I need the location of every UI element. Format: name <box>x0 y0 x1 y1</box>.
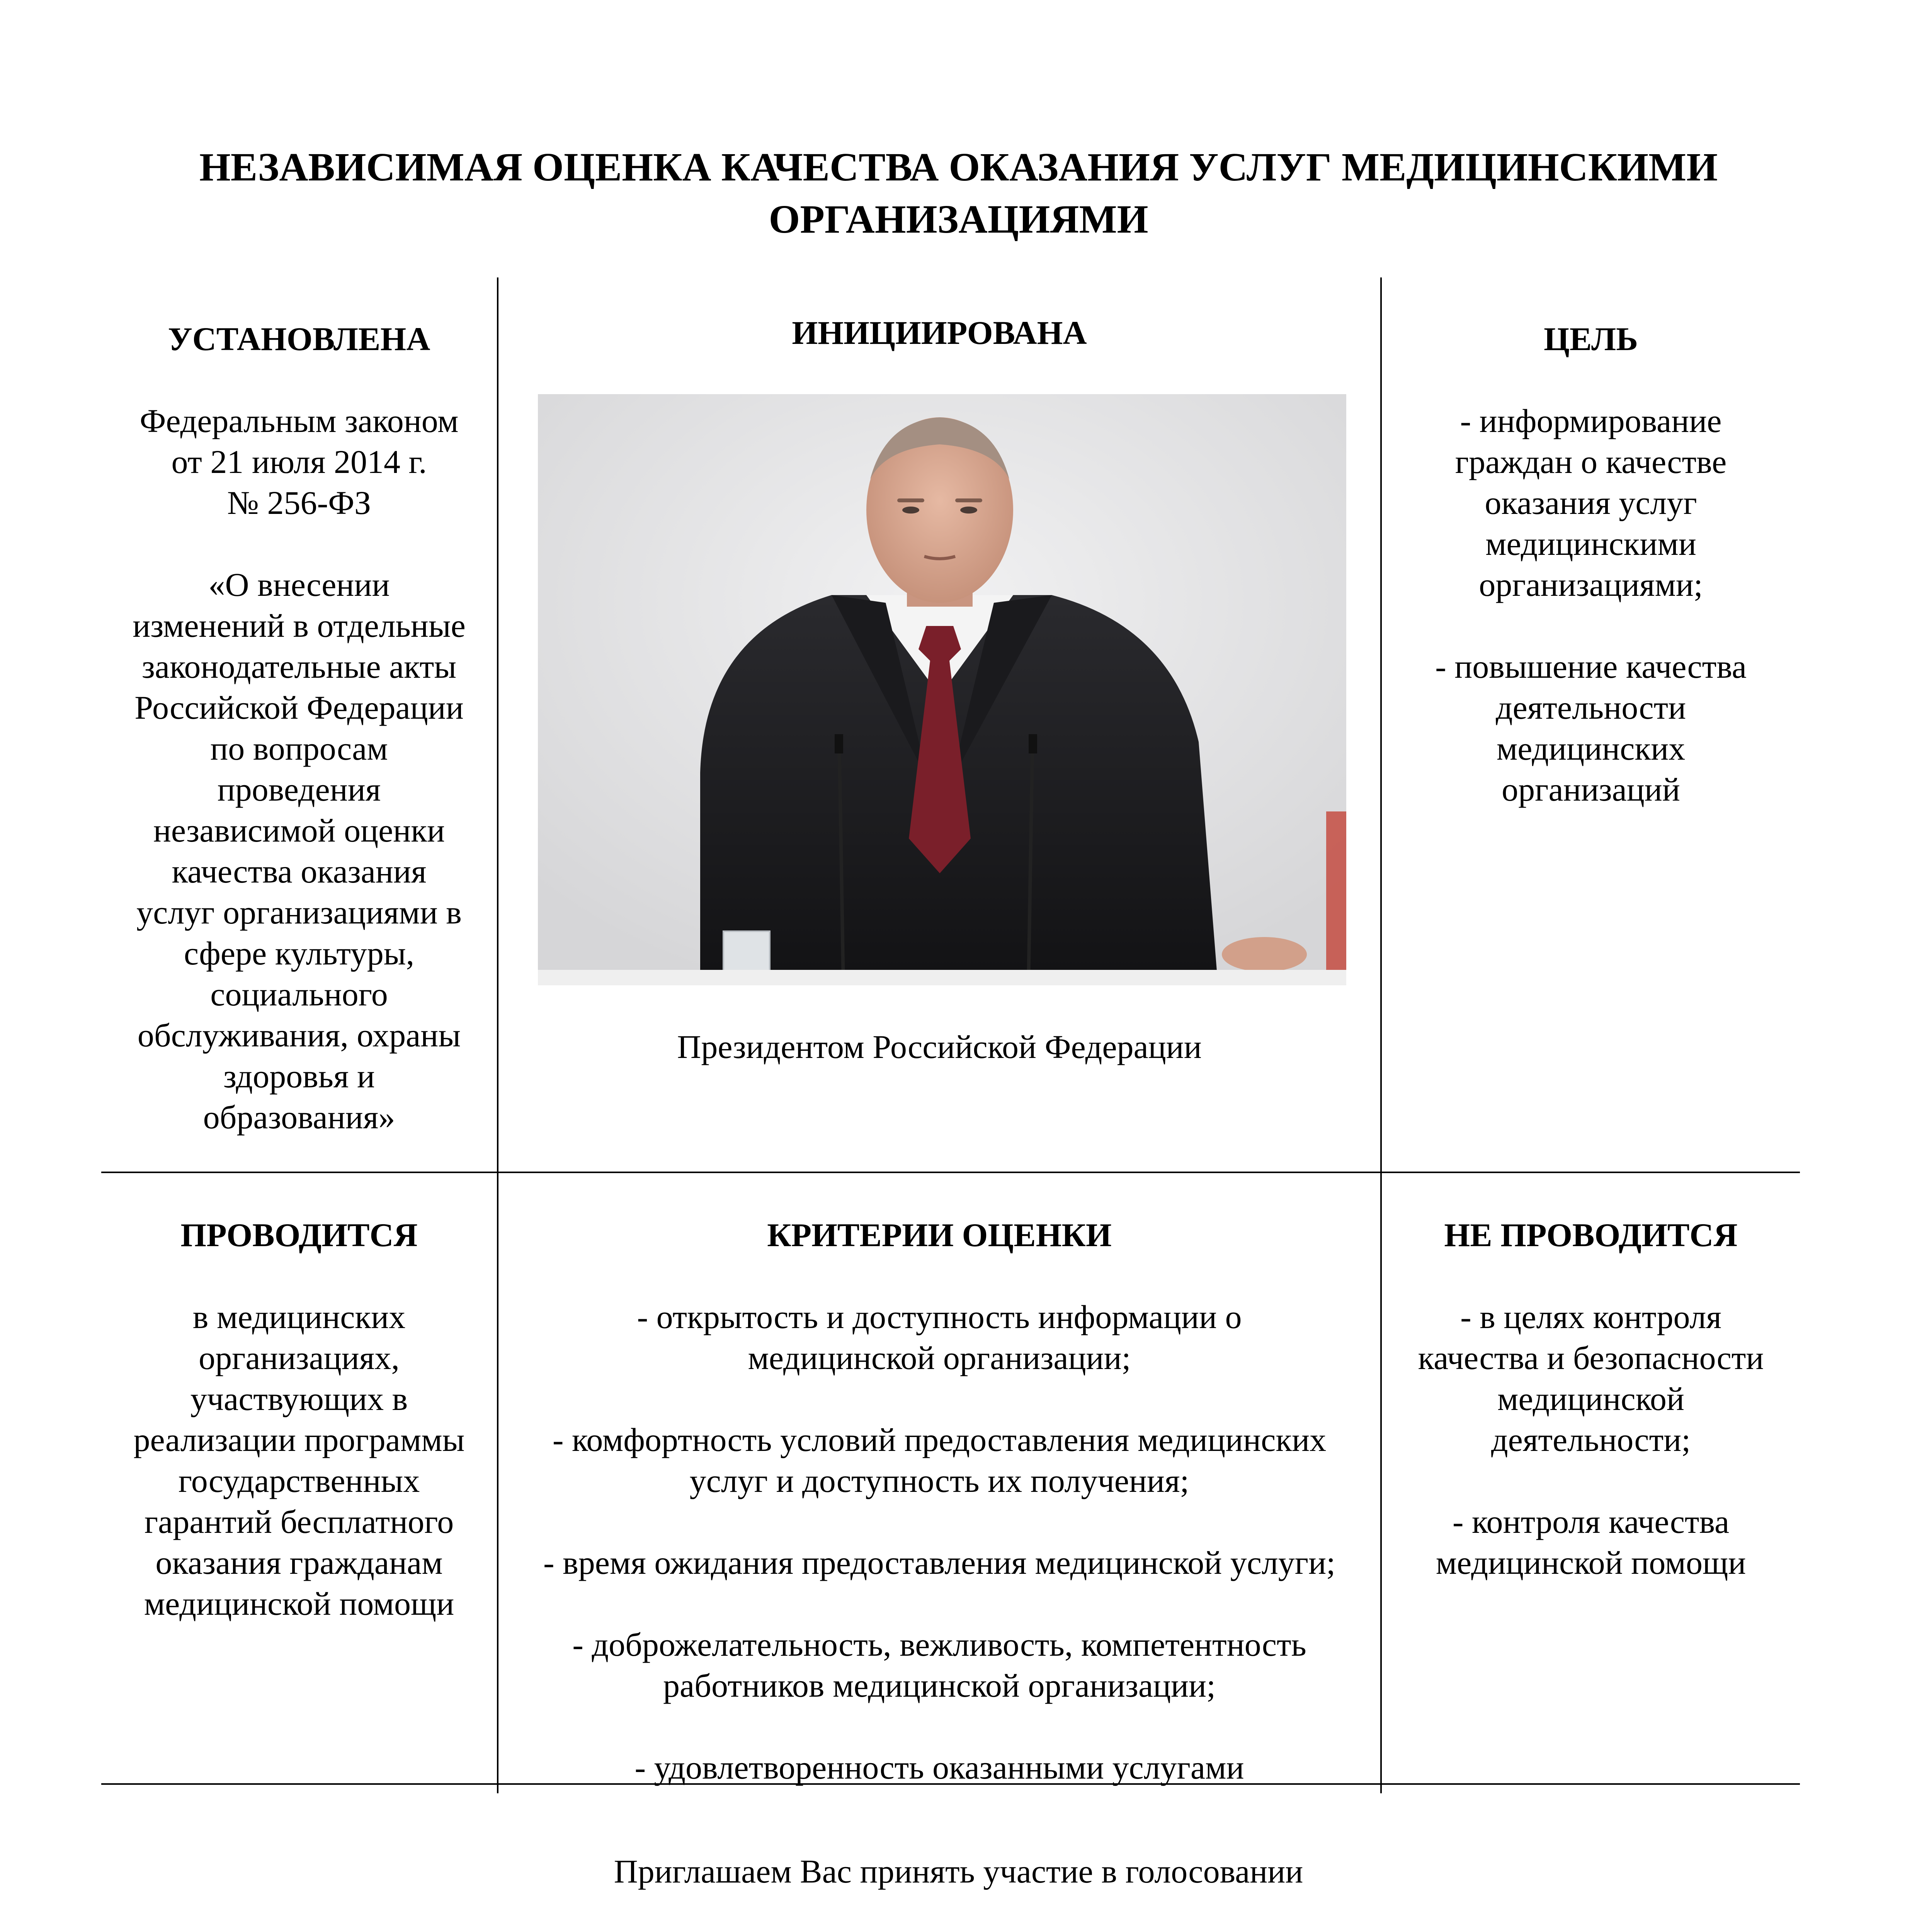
established-cell <box>101 318 497 1138</box>
criteria-line: - время ожидания предоставления медицинской услуги; <box>543 1544 1336 1581</box>
initiated-caption-text: Президентом Российской Федерации <box>677 1028 1202 1065</box>
not-conducted-line: - в целях контроля <box>1460 1298 1721 1335</box>
goal-heading: ЦЕЛЬ <box>1543 320 1638 357</box>
law-title-line: образования» <box>203 1099 395 1136</box>
not-conducted-line: медицинской <box>1497 1380 1684 1417</box>
goal-line: оказания услуг <box>1485 484 1697 521</box>
law-title-line: здоровья и <box>223 1058 375 1095</box>
law-title-line: проведения <box>217 771 381 808</box>
established-law <box>101 400 497 523</box>
goal-line: медицинских <box>1496 730 1686 767</box>
goal-cell <box>1382 318 1800 810</box>
criteria-line: медицинской организации; <box>748 1339 1131 1376</box>
conducted-text <box>101 1296 497 1624</box>
conducted-line: оказания гражданам <box>155 1544 443 1581</box>
not-conducted-item-1 <box>1382 1296 1800 1460</box>
footer-invitation: Приглашаем Вас принять участие в голосовании <box>614 1853 1303 1890</box>
goal-line: деятельности <box>1495 689 1686 726</box>
law-title-line: по вопросам <box>210 730 388 767</box>
criteria-item <box>498 1296 1380 1378</box>
goal-line: граждан о качестве <box>1455 443 1727 480</box>
law-title-line: сфере культуры, <box>184 935 415 972</box>
conducted-line: медицинской помощи <box>144 1585 454 1622</box>
established-heading: УСТАНОВЛЕНА <box>168 320 430 357</box>
page-title-line-1: НЕЗАВИСИМАЯ ОЦЕНКА КАЧЕСТВА ОКАЗАНИЯ УСЛУГ МЕДИЦИНСКИМИ <box>199 145 1718 189</box>
not-conducted-heading: НЕ ПРОВОДИТСЯ <box>1444 1216 1738 1253</box>
not-conducted-cell <box>1382 1214 1800 1583</box>
initiated-heading: ИНИЦИИРОВАНА <box>792 314 1087 351</box>
conducted-line: участвующих в <box>190 1380 408 1417</box>
goal-line: организаций <box>1502 771 1680 808</box>
conducted-line: в медицинских <box>192 1298 406 1335</box>
law-title-line: «О внесении <box>208 566 390 603</box>
law-title-line: законодательные акты <box>141 648 457 685</box>
not-conducted-line: качества и безопасности <box>1418 1339 1764 1376</box>
law-title-line: услуг организациями в <box>136 894 462 931</box>
law-title-line: обслуживания, охраны <box>137 1017 461 1054</box>
criteria-line: - открытость и доступность информации о <box>637 1298 1242 1335</box>
goal-line: - повышение качества <box>1435 648 1747 685</box>
criteria-line: - доброжелательность, вежливость, компетентность <box>572 1626 1306 1663</box>
not-conducted-line: медицинской помощи <box>1436 1544 1746 1581</box>
not-conducted-line: деятельности; <box>1491 1421 1691 1458</box>
goal-item-2 <box>1382 646 1800 810</box>
law-title-line: независимой оценки <box>153 812 445 849</box>
law-title-line: социального <box>210 976 388 1013</box>
initiated-heading-cell <box>498 312 1380 353</box>
criteria-line: услуг и доступность их получения; <box>689 1462 1189 1499</box>
goal-line: организациями; <box>1479 566 1703 603</box>
established-law-line: № 256-ФЗ <box>227 484 371 521</box>
conducted-cell <box>101 1214 497 1624</box>
goal-line: - информирование <box>1460 402 1722 439</box>
conducted-line: организациях, <box>199 1339 400 1376</box>
established-law-line: от 21 июля 2014 г. <box>171 443 427 480</box>
law-title-line: качества оказания <box>172 853 427 890</box>
not-conducted-item-2 <box>1382 1501 1800 1583</box>
conducted-line: гарантий бесплатного <box>144 1503 454 1540</box>
established-law-title <box>101 564 497 1138</box>
president-photo <box>538 394 1346 985</box>
conducted-heading: ПРОВОДИТСЯ <box>180 1216 418 1253</box>
criteria-item <box>498 1747 1380 1788</box>
not-conducted-line: - контроля качества <box>1452 1503 1730 1540</box>
initiated-caption <box>498 1026 1380 1067</box>
conducted-line: реализации программы <box>133 1421 465 1458</box>
criteria-line: - комфортность условий предоставления медицинских <box>552 1421 1327 1458</box>
criteria-item <box>498 1419 1380 1501</box>
law-title-line: Российской Федерации <box>134 689 464 726</box>
conducted-line: государственных <box>178 1462 420 1499</box>
criteria-line: работников медицинской организации; <box>663 1667 1216 1704</box>
initiated-caption-cell <box>498 1026 1380 1067</box>
page-title-line-2: ОРГАНИЗАЦИЯМИ <box>769 197 1148 242</box>
criteria-item <box>498 1624 1380 1706</box>
criteria-cell <box>498 1214 1380 1788</box>
goal-line: медицинскими <box>1485 525 1696 562</box>
law-title-line: изменений в отдельные <box>133 607 466 644</box>
criteria-heading: КРИТЕРИИ ОЦЕНКИ <box>767 1216 1112 1253</box>
criteria-line: - удовлетворенность оказанными услугами <box>634 1749 1244 1786</box>
goal-item-1 <box>1382 400 1800 605</box>
page-title <box>0 141 1917 245</box>
established-law-line: Федеральным законом <box>139 402 459 439</box>
criteria-item <box>498 1542 1380 1583</box>
row-divider-middle <box>101 1172 1800 1173</box>
